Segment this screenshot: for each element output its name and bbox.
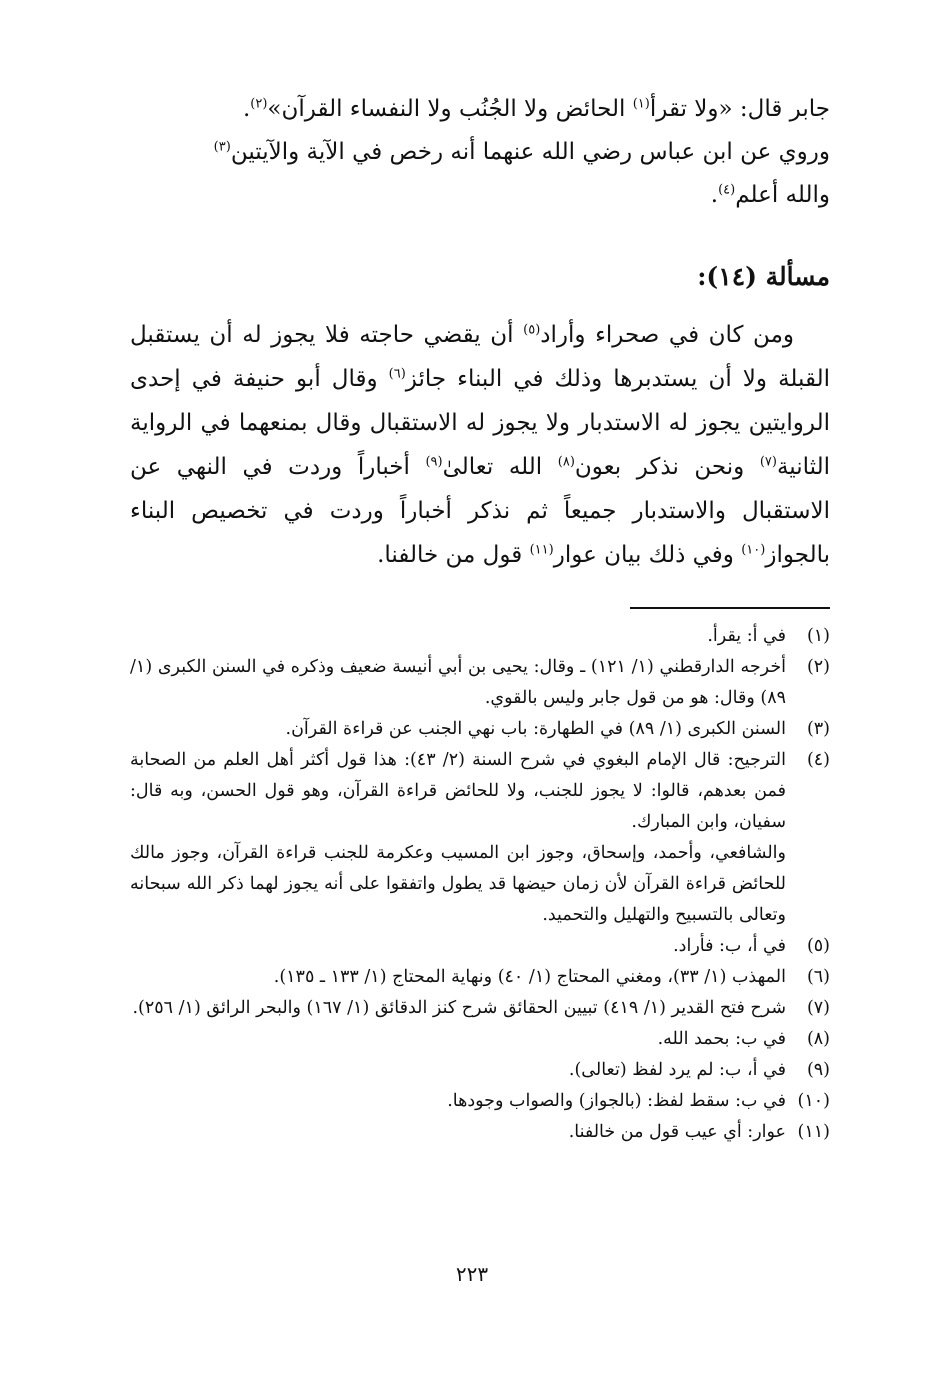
footnote-ref-5[interactable]: (٥)	[523, 322, 541, 338]
footnote-6: (٦) المهذب (١/ ٣٣)، ومغني المحتاج (١/ ٤٠) ونهاية المحتاج (١/ ١٣٣ ـ ١٣٥).	[273, 967, 830, 987]
footnote-1: (١) في أ: يقرأ.	[707, 626, 830, 646]
footnote-5: (٥) في أ، ب: فأراد.	[673, 936, 830, 956]
main-paragraph: ومن كان في صحراء وأراد$^{(٥)}$ أن يقضي حاجته فلا يجوز له أن يستقبل القبلة ولا أن يستدبرها وذلك في البناء جائز$^{(٦)}$ وقال أبو حنيفة في إحدى الروايتين يجوز له الاستدبار ولا يجوز له الاستقبال وقال بمنعهما في الرواية الثانية$^{(٧)}$ ونحن نذكر بعون$^{(٨)}$ الله تعالىٰ$^{(٩)}$ أخباراً وردت في النهي عن الاستقبال والاستدبار جميعاً ثم نذكر أخباراً وردت في تخصيص البناء بالجواز$^{(١٠)}$ وفي ذلك بيان عوار$^{(١١)}$ قول من خالفنا.	[130, 322, 830, 568]
footnote-10: (١٠) في ب: سقط لفظ: (بالجواز) والصواب وجودها.	[447, 1091, 830, 1111]
footnote-ref-11[interactable]: (١١)	[529, 542, 554, 558]
footnote-9: (٩) في أ، ب: لم يرد لفظ (تعالى).	[568, 1060, 830, 1080]
section-heading: مسألة (١٤):	[697, 262, 830, 291]
footnote-ref-7[interactable]: (٧)	[759, 454, 777, 470]
footnotes	[130, 621, 830, 1148]
footnote-2: (٢) أخرجه الدارقطني (١/ ١٢١) ـ وقال: يحيى بن أبي أنيسة ضعيف وذكره في السنن الكبرى (١/ ٨٩) وقال: هو من قول جابر وليس بالقوي.	[130, 657, 830, 708]
page-number: ٢٢٣	[455, 1262, 489, 1286]
intro-line-2: وروي عن ابن عباس رضي الله عنهما أنه رخص في الآية والآيتين$^{(٣)}$	[213, 139, 830, 165]
footnote-divider	[630, 607, 830, 609]
intro-line-3: والله أعلم$^{(٤)}$.	[710, 182, 830, 208]
intro-text	[130, 88, 830, 217]
footnote-8: (٨) في ب: بحمد الله.	[657, 1029, 830, 1049]
footnote-ref-10[interactable]: (١٠)	[741, 542, 766, 558]
page-body	[130, 88, 830, 1148]
footnote-3: (٣) السنن الكبرى (١/ ٨٩) في الطهارة: باب نهي الجنب عن قراءة القرآن.	[285, 719, 830, 739]
footnote-ref-9[interactable]: (٩)	[425, 454, 443, 470]
footnote-ref-1[interactable]: (١)	[632, 96, 650, 112]
footnote-4: (٤) الترجيح: قال الإمام البغوي في شرح السنة (٢/ ٤٣): هذا قول أكثر أهل العلم من الصحابة فمن بعدهم، قالوا: لا يجوز للجنب، ولا للحائض قراءة القرآن، وهو قول الحسن، وبه قال: سفيان، وابن المبارك. والشافعي، وأحمد، وإسحاق، وجوز ابن المسيب وعكرمة للجنب قراءة القرآن، وجوز مالك للحائض قراءة القرآن لأن زمان حيضها قد يطول واتفقوا على أنه يجوز لهما ذكر الله سبحانه وتعالى بالتسبيح والتهليل والتحميد.	[130, 750, 830, 925]
footnote-11: (١١) عوار: أي عيب قول من خالفنا.	[568, 1122, 830, 1142]
footnote-ref-4[interactable]: (٤)	[718, 182, 736, 198]
intro-line-1: جابر قال: «ولا تقرأ$^{(١)}$ الحائض ولا الجُنُب ولا النفساء القرآن»$^{(٢)}$.	[242, 96, 830, 122]
footnote-ref-8[interactable]: (٨)	[557, 454, 575, 470]
footnote-7: (٧) شرح فتح القدير (١/ ٤١٩) تبيين الحقائق شرح كنز الدقائق (١/ ١٦٧) والبحر الرائق (١/ ٢٥٦).	[132, 998, 830, 1018]
footnote-ref-6[interactable]: (٦)	[388, 366, 406, 382]
footnote-ref-2[interactable]: (٢)	[250, 96, 268, 112]
footnote-ref-3[interactable]: (٣)	[213, 139, 231, 155]
